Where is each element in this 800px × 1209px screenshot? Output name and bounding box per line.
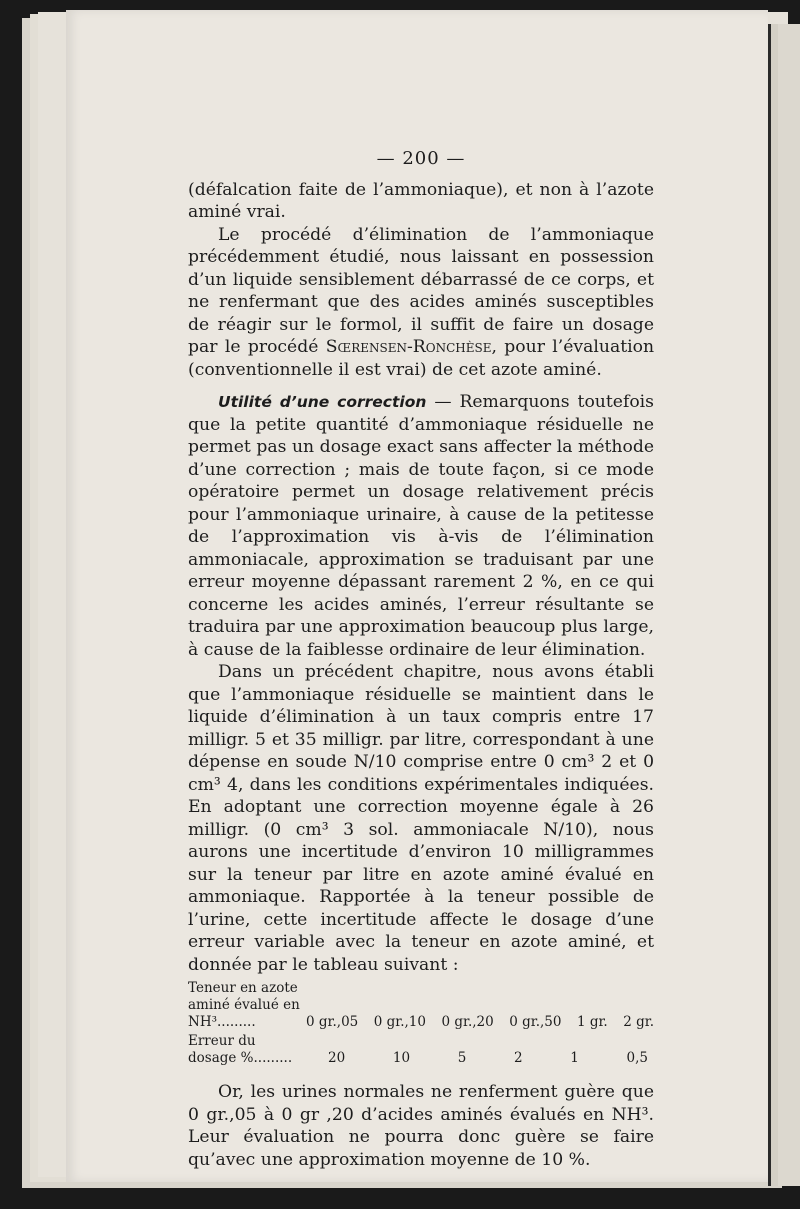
paragraph-1: (défalcation faite de l’ammoniaque), et non à l’azote aminé vrai. [188,179,654,222]
table-cell: 0,5 [626,1050,648,1066]
table-cell: 10 [392,1050,411,1066]
paragraph-3 [188,391,654,661]
paragraph-2-end: , pour l’évaluation (conventionnelle il est vrai) de cet azote aminé. [188,337,655,380]
table-cell: 1 gr. [576,1014,608,1030]
section-subheading: Utilité d’une correction [218,393,427,411]
page-number: — 200 — [376,148,466,169]
table-cell: 5 [457,1050,467,1066]
table-row-values [306,1014,654,1031]
table-row-label: Erreur du dosage %......... [188,1033,293,1066]
table-cell: 2 gr. [623,1014,654,1030]
table-row-label: Teneur en azote aminé évalué en NH³......... [188,980,300,1030]
table-cell: 0 gr.,20 [441,1014,494,1030]
paragraph-2 [188,224,654,382]
facing-page-sliver [778,24,800,1186]
table-cell: 20 [328,1050,346,1066]
table-cell: 0 gr.,50 [509,1014,562,1030]
table-cell: 0 gr.,05 [306,1014,359,1030]
error-table [188,980,654,1067]
paragraph-5: Or, les urines normales ne renferment guère que 0 gr.,05 à 0 gr ,20 d’acides aminés évalués en NH³. Leur évaluation ne pourra donc guère se faire qu’avec une approximation moyenne de 10 %. [188,1082,654,1170]
table-cell: 0 gr.,10 [373,1014,426,1030]
table-cell: 2 [513,1050,523,1066]
author-names: Sœrensen-Ronchèse [325,337,492,357]
paragraph-4: Dans un précédent chapitre, nous avons établi que l’ammoniaque résiduelle se maintient dans le liquide d’élimination à un taux compris entre 17 milligr. 5 et 35 milligr. par litre, correspondant à une dépense en soude N/10 comprise entre 0 cm³ 2 et 0 cm³ 4, dans les conditions expérimentales indiquées. En adoptant une correction moyenne égale à 26 milligr. (0 cm³ 3 sol. ammoniacale N/10), nous aurons une incertitude d’environ 10 milligrammes sur la teneur par litre en azote aminé évalué en ammoniaque. Rapportée à la teneur possible de l’urine, cette incertitude affecte le dosage d’une erreur variable avec la teneur en azote aminé, et donnée par le tableau suivant : [188,662,654,975]
paragraph-2-text: Le procédé d’élimination de l’ammoniaque précédemment étudié, nous laissant en possession d’un liquide sensiblement débarrassé de ce corps, et ne renfermant que des acides aminés susceptibles de réagir sur le formol, il suffit de faire un dosage par le procédé [188,224,654,357]
page-text-block [188,148,654,1171]
table-row-values [306,1042,654,1067]
paragraph-3-text: — Remarquons toutefois que la petite quantité d’ammoniaque résiduelle ne permet pas un dosage exact sans affecter la méthode d’une correction ; mais de toute façon, si ce mode opératoire permet un dosage relativement précis pour l’ammoniaque urinaire, à cause de la petitesse de l’approximation vis à-vis de l’élimination ammoniacale, approximation se traduisant par une erreur moyenne dépassant rarement 2 %, en ce qui concerne les acides aminés, l’erreur résultante se traduira par une approximation beaucoup plus large, à cause de la faiblesse ordinaire de leur élimination. [188,392,654,660]
table-cell: 1 [570,1050,579,1066]
table-row [188,980,654,1031]
table-row [188,1033,654,1067]
